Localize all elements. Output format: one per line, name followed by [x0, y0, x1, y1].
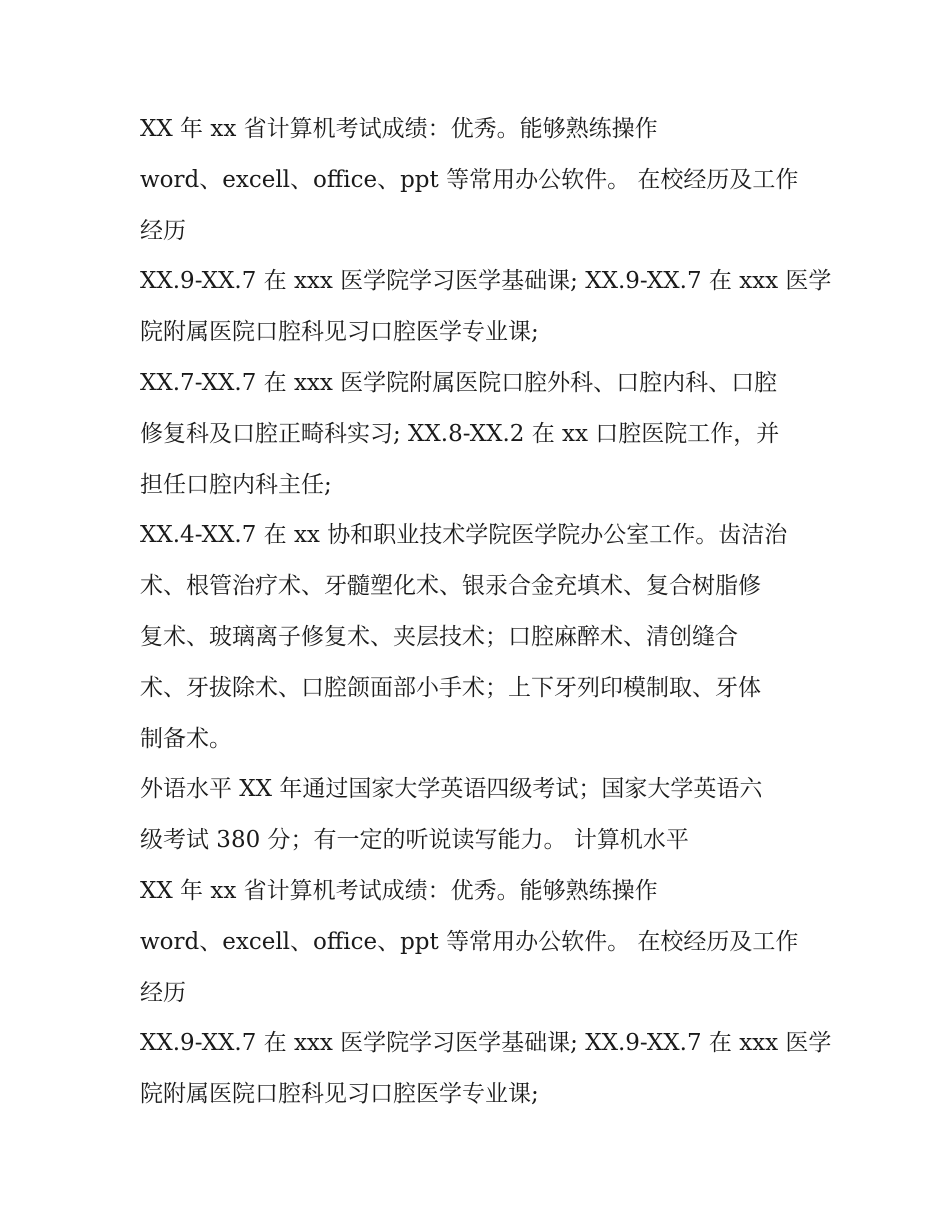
text-line: 外语水平 XX 年通过国家大学英语四级考试；国家大学英语六 [140, 776, 763, 803]
text-line: word、excell、office、ppt 等常用办公软件。 在校经历及工作 [140, 928, 799, 955]
text-line: word、excell、office、ppt 等常用办公软件。 在校经历及工作 [140, 166, 799, 193]
body-text [140, 104, 832, 1120]
text-line: XX 年 xx 省计算机考试成绩：优秀。能够熟练操作 [140, 877, 658, 904]
text-line: 级考试 380 分；有一定的听说读写能力。 计算机水平 [140, 827, 689, 854]
text-line: 修复科及口腔正畸科实习; XX.8-XX.2 在 xx 口腔医院工作，并 [140, 420, 780, 447]
text-line: 术、根管治疗术、牙髓塑化术、银汞合金充填术、复合树脂修 [140, 573, 761, 600]
text-line: 制备术。 [140, 725, 232, 752]
text-line: 经历 [140, 217, 186, 244]
text-line: XX.7-XX.7 在 xxx 医学院附属医院口腔外科、口腔内科、口腔 [140, 369, 778, 396]
text-line: 复术、玻璃离子修复术、夹层技术；口腔麻醉术、清创缝合 [140, 623, 738, 650]
text-line: 担任口腔内科主任; [140, 471, 332, 498]
text-line: XX.9-XX.7 在 xxx 医学院学习医学基础课; XX.9-XX.7 在 xxx 医学 [140, 268, 832, 295]
text-line: 院附属医院口腔科见习口腔医学专业课; [140, 1081, 539, 1108]
text-line: 术、牙拔除术、口腔颌面部小手术；上下牙列印模制取、牙体 [140, 674, 761, 701]
text-line: XX.4-XX.7 在 xx 协和职业技术学院医学院办公室工作。齿洁治 [140, 522, 788, 549]
text-line: 院附属医院口腔科见习口腔医学专业课; [140, 319, 539, 346]
text-line: XX.9-XX.7 在 xxx 医学院学习医学基础课; XX.9-XX.7 在 xxx 医学 [140, 1030, 832, 1057]
text-line: 经历 [140, 979, 186, 1006]
text-line: XX 年 xx 省计算机考试成绩：优秀。能够熟练操作 [140, 116, 658, 142]
